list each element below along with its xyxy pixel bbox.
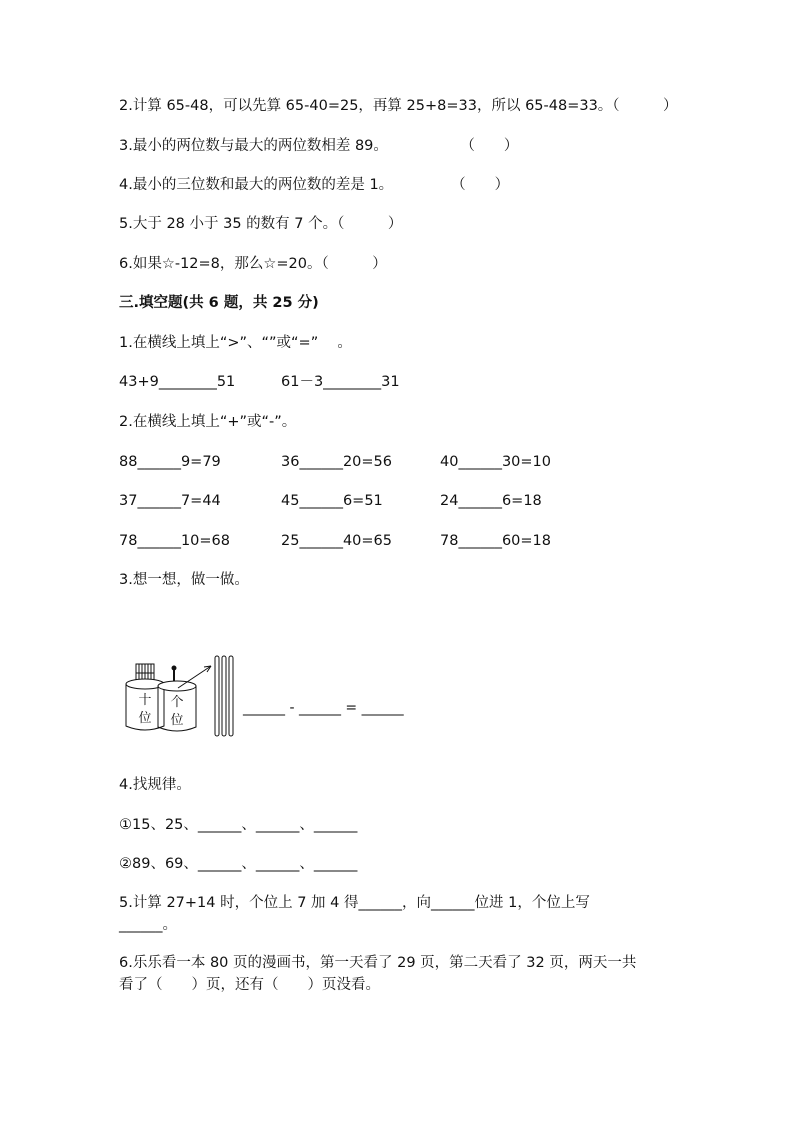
fill-q2-cell: 24______6=18	[440, 493, 542, 509]
fill-q2-cell: 37______7=44	[119, 493, 221, 509]
section-title: 三.填空题(共 6 题，共 25 分)	[119, 295, 319, 311]
fill-q6-line-1: 6.乐乐看一本 80 页的漫画书，第一天看了 29 页，第二天看了 32 页，两天一共	[119, 955, 637, 971]
fill-q6-line-2: 看了（ ）页，还有（ ）页没看。	[119, 977, 380, 993]
judgement-q4: 4.最小的三位数和最大的两位数的差是 1。 （ ）	[119, 177, 510, 193]
fill-q3-prompt: 3.想一想，做一做。	[119, 572, 249, 588]
ones-label: 个位	[170, 695, 184, 728]
fill-q2-cell: 45______6=51	[281, 493, 383, 509]
fill-q2-cell: 36______20=56	[281, 454, 393, 470]
judgement-q2: 2.计算 65-48，可以先算 65-40=25，再算 25+8=33，所以 65-48=33。（ ）	[119, 98, 678, 114]
tens-label: 十位	[138, 693, 152, 726]
fill-q2-cell: 25______40=65	[281, 533, 393, 549]
subtraction-equation: ______ - ______ = ______	[243, 700, 404, 716]
fill-q2-cell: 40______30=10	[440, 454, 552, 470]
judgement-q6: 6.如果☆-12=8，那么☆=20。（ ）	[119, 256, 387, 272]
judgement-q3: 3.最小的两位数与最大的两位数相差 89。 （ ）	[119, 138, 519, 154]
judgement-q5: 5.大于 28 小于 35 的数有 7 个。（ ）	[119, 216, 403, 232]
fill-q1-item-1: 43+9________51	[119, 374, 236, 390]
fill-q2-cell: 78______10=68	[119, 533, 231, 549]
fill-q4-prompt: 4.找规律。	[119, 777, 191, 793]
fill-q1-prompt: 1.在横线上填上“>”、“”或“=” 。	[119, 335, 352, 351]
fill-q4-line-1: ①15、25、______、______、______	[119, 817, 358, 833]
fill-q5-line-1: 5.计算 27+14 时，个位上 7 加 4 得______，向______位进 1，个位上写	[119, 895, 590, 911]
fill-q2-cell: 78______60=18	[440, 533, 552, 549]
counting-sticks-figure	[121, 648, 421, 738]
fill-q1-item-2: 61－3________31	[281, 374, 400, 390]
fill-q5-line-2: ______。	[119, 917, 177, 933]
fill-q2-cell: 88______9=79	[119, 454, 221, 470]
fill-q4-line-2: ②89、69、______、______、______	[119, 856, 358, 872]
fill-q2-prompt: 2.在横线上填上“+”或“-”。	[119, 414, 297, 430]
